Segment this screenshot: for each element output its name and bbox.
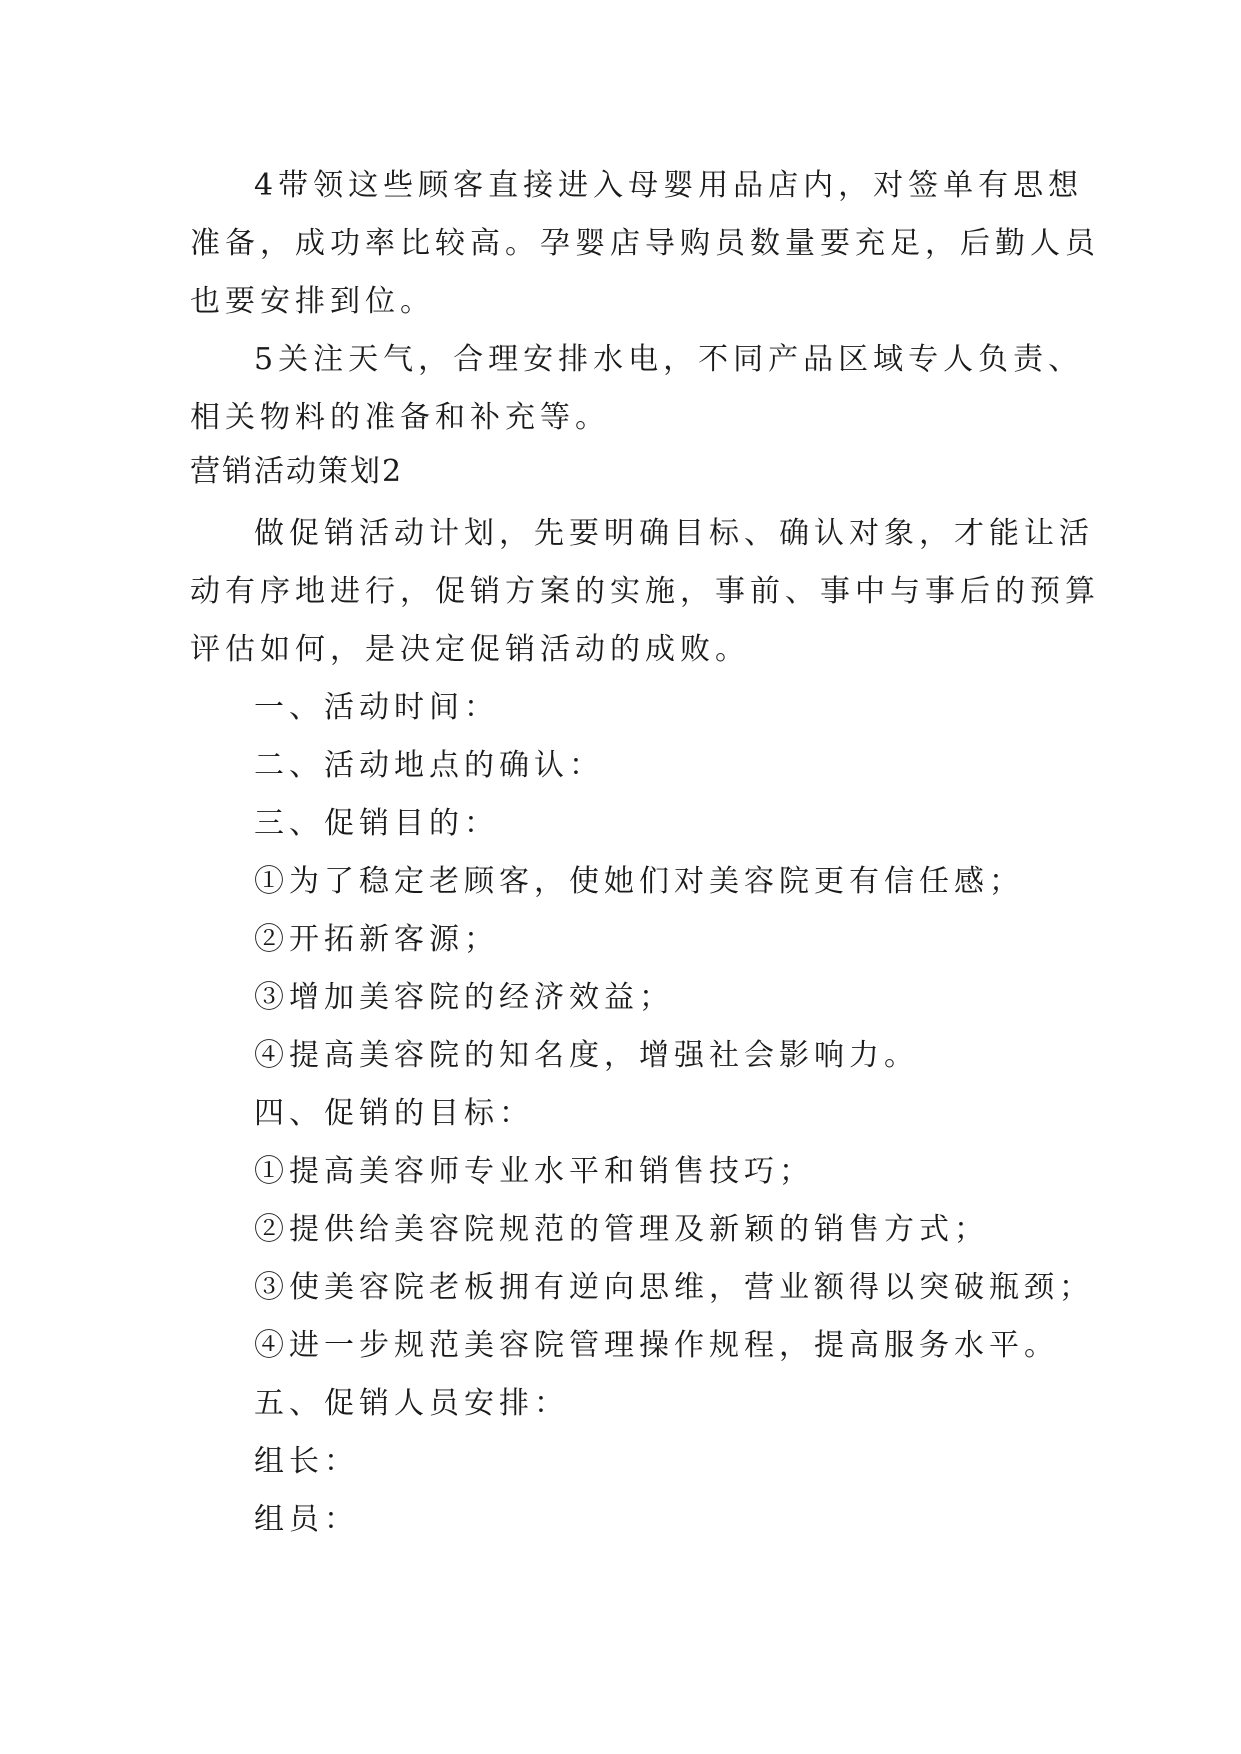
heading-promotion-purpose: 三、促销目的： bbox=[254, 806, 499, 841]
paragraph-4-line-3: 也要安排到位。 bbox=[190, 284, 435, 319]
paragraph-5-line-1: 5关注天气，合理安排水电，不同产品区域专人负责、 bbox=[254, 342, 1084, 377]
intro-line-2: 动有序地进行，促销方案的实施，事前、事中与事后的预算 bbox=[190, 574, 1100, 609]
goal-item-3: ③使美容院老板拥有逆向思维，营业额得以突破瓶颈； bbox=[254, 1270, 1094, 1305]
intro-line-1: 做促销活动计划，先要明确目标、确认对象，才能让活 bbox=[254, 516, 1094, 551]
team-member-label: 组员： bbox=[254, 1502, 359, 1537]
section-title: 营销活动策划2 bbox=[190, 454, 404, 489]
heading-activity-location: 二、活动地点的确认： bbox=[254, 748, 604, 783]
intro-line-3: 评估如何，是决定促销活动的成败。 bbox=[190, 632, 750, 667]
purpose-item-1: ①为了稳定老顾客，使她们对美容院更有信任感； bbox=[254, 864, 1024, 899]
heading-promotion-goals: 四、促销的目标： bbox=[254, 1096, 534, 1131]
paragraph-4-line-1: 4带领这些顾客直接进入母婴用品店内，对签单有思想 bbox=[254, 168, 1084, 203]
heading-activity-time: 一、活动时间： bbox=[254, 690, 499, 725]
team-leader-label: 组长： bbox=[254, 1444, 359, 1479]
goal-item-2: ②提供给美容院规范的管理及新颖的销售方式； bbox=[254, 1212, 989, 1247]
purpose-item-3: ③增加美容院的经济效益； bbox=[254, 980, 674, 1015]
goal-item-4: ④进一步规范美容院管理操作规程，提高服务水平。 bbox=[254, 1328, 1059, 1363]
paragraph-4-line-2: 准备，成功率比较高。孕婴店导购员数量要充足，后勤人员 bbox=[190, 226, 1100, 261]
goal-item-1: ①提高美容师专业水平和销售技巧； bbox=[254, 1154, 814, 1189]
heading-staff-arrangement: 五、促销人员安排： bbox=[254, 1386, 569, 1421]
purpose-item-2: ②开拓新客源； bbox=[254, 922, 499, 957]
paragraph-5-line-2: 相关物料的准备和补充等。 bbox=[190, 400, 610, 435]
purpose-item-4: ④提高美容院的知名度，增强社会影响力。 bbox=[254, 1038, 919, 1073]
